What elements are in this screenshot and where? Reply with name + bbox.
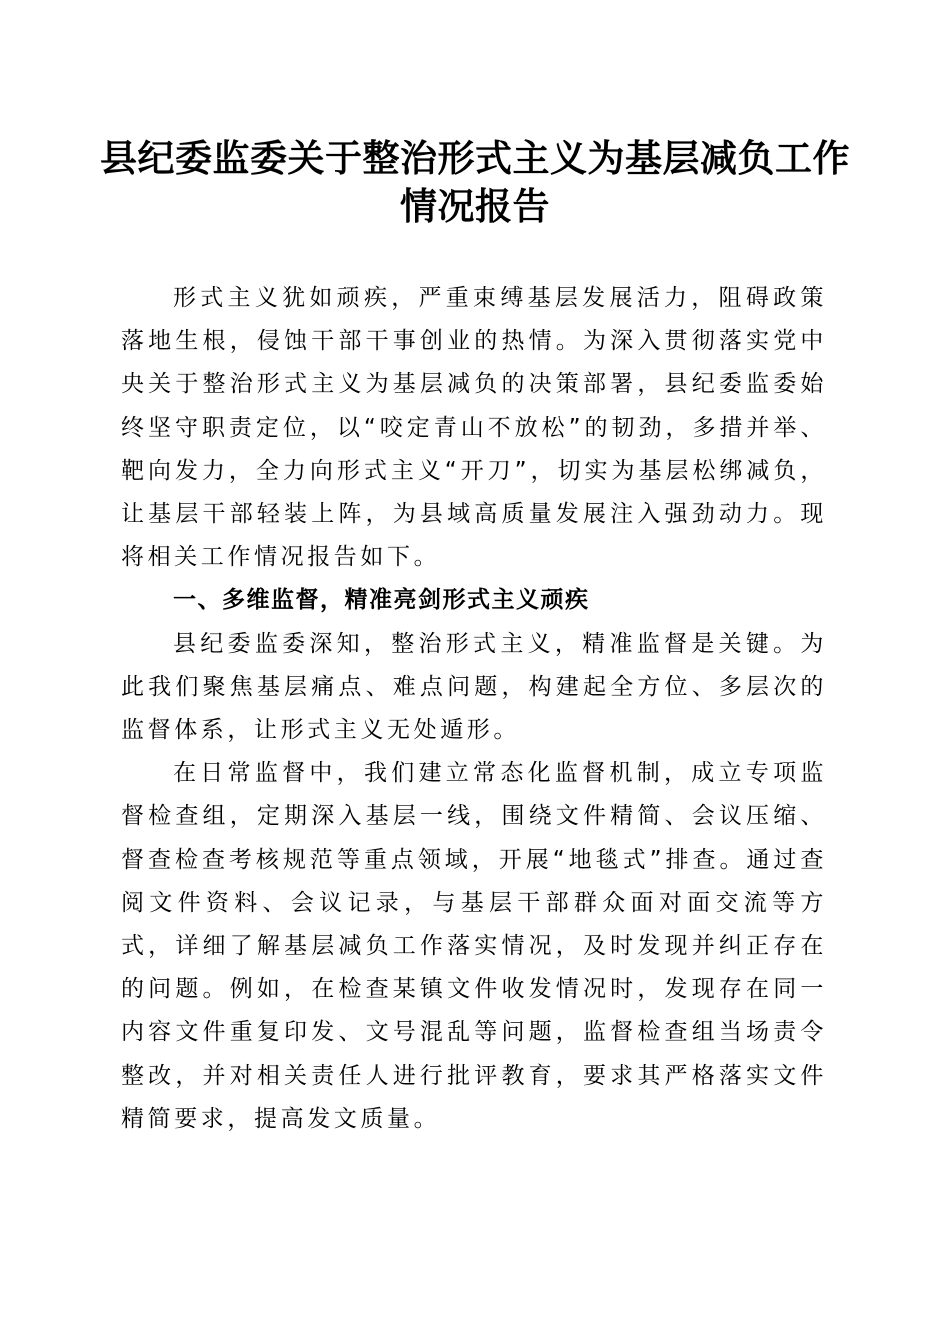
section-1-paragraph-2: 在日常监督中，我们建立常态化监督机制，成立专项监督检查组，定期深入基层一线，围绕文件精简、会议压缩、督查检查考核规范等重点领域，开展“地毯式”排查。通过查阅文件资料、会议记录，与基层干部群众面对面交流等方式，详细了解基层减负工作落实情况，及时发现并纠正存在的问题。例如，在检查某镇文件收发情况时，发现存在同一内容文件重复印发、文号混乱等问题，监督检查组当场责令整改，并对相关责任人进行批评教育，要求其严格落实文件精简要求，提高发文质量。 (121, 760, 827, 1132)
document-title-line-1: 县纪委监委关于整治形式主义为基层减负工作 (100, 136, 850, 180)
document-title (100, 134, 850, 230)
intro-paragraph: 形式主义犹如顽疾，严重束缚基层发展活力，阻碍政策落地生根，侵蚀干部干事创业的热情。为深入贯彻落实党中央关于整治形式主义为基层减负的决策部署，县纪委监委始终坚守职责定位，以“咬定青山不放松”的韧劲，多措并举、靶向发力，全力向形式主义“开刀”，切实为基层松绑减负，让基层干部轻装上阵，为县域高质量发展注入强劲动力。现将相关工作情况报告如下。 (121, 285, 827, 571)
document-body (121, 277, 827, 1141)
document-title-line-2: 情况报告 (400, 184, 550, 228)
section-heading-1: 一、多维监督，精准亮剑形式主义顽疾 (173, 587, 590, 614)
section-1-paragraph-1: 县纪委监委深知，整治形式主义，精准监督是关键。为此我们聚焦基层痛点、难点问题，构建起全方位、多层次的监督体系，让形式主义无处遁形。 (121, 630, 827, 744)
